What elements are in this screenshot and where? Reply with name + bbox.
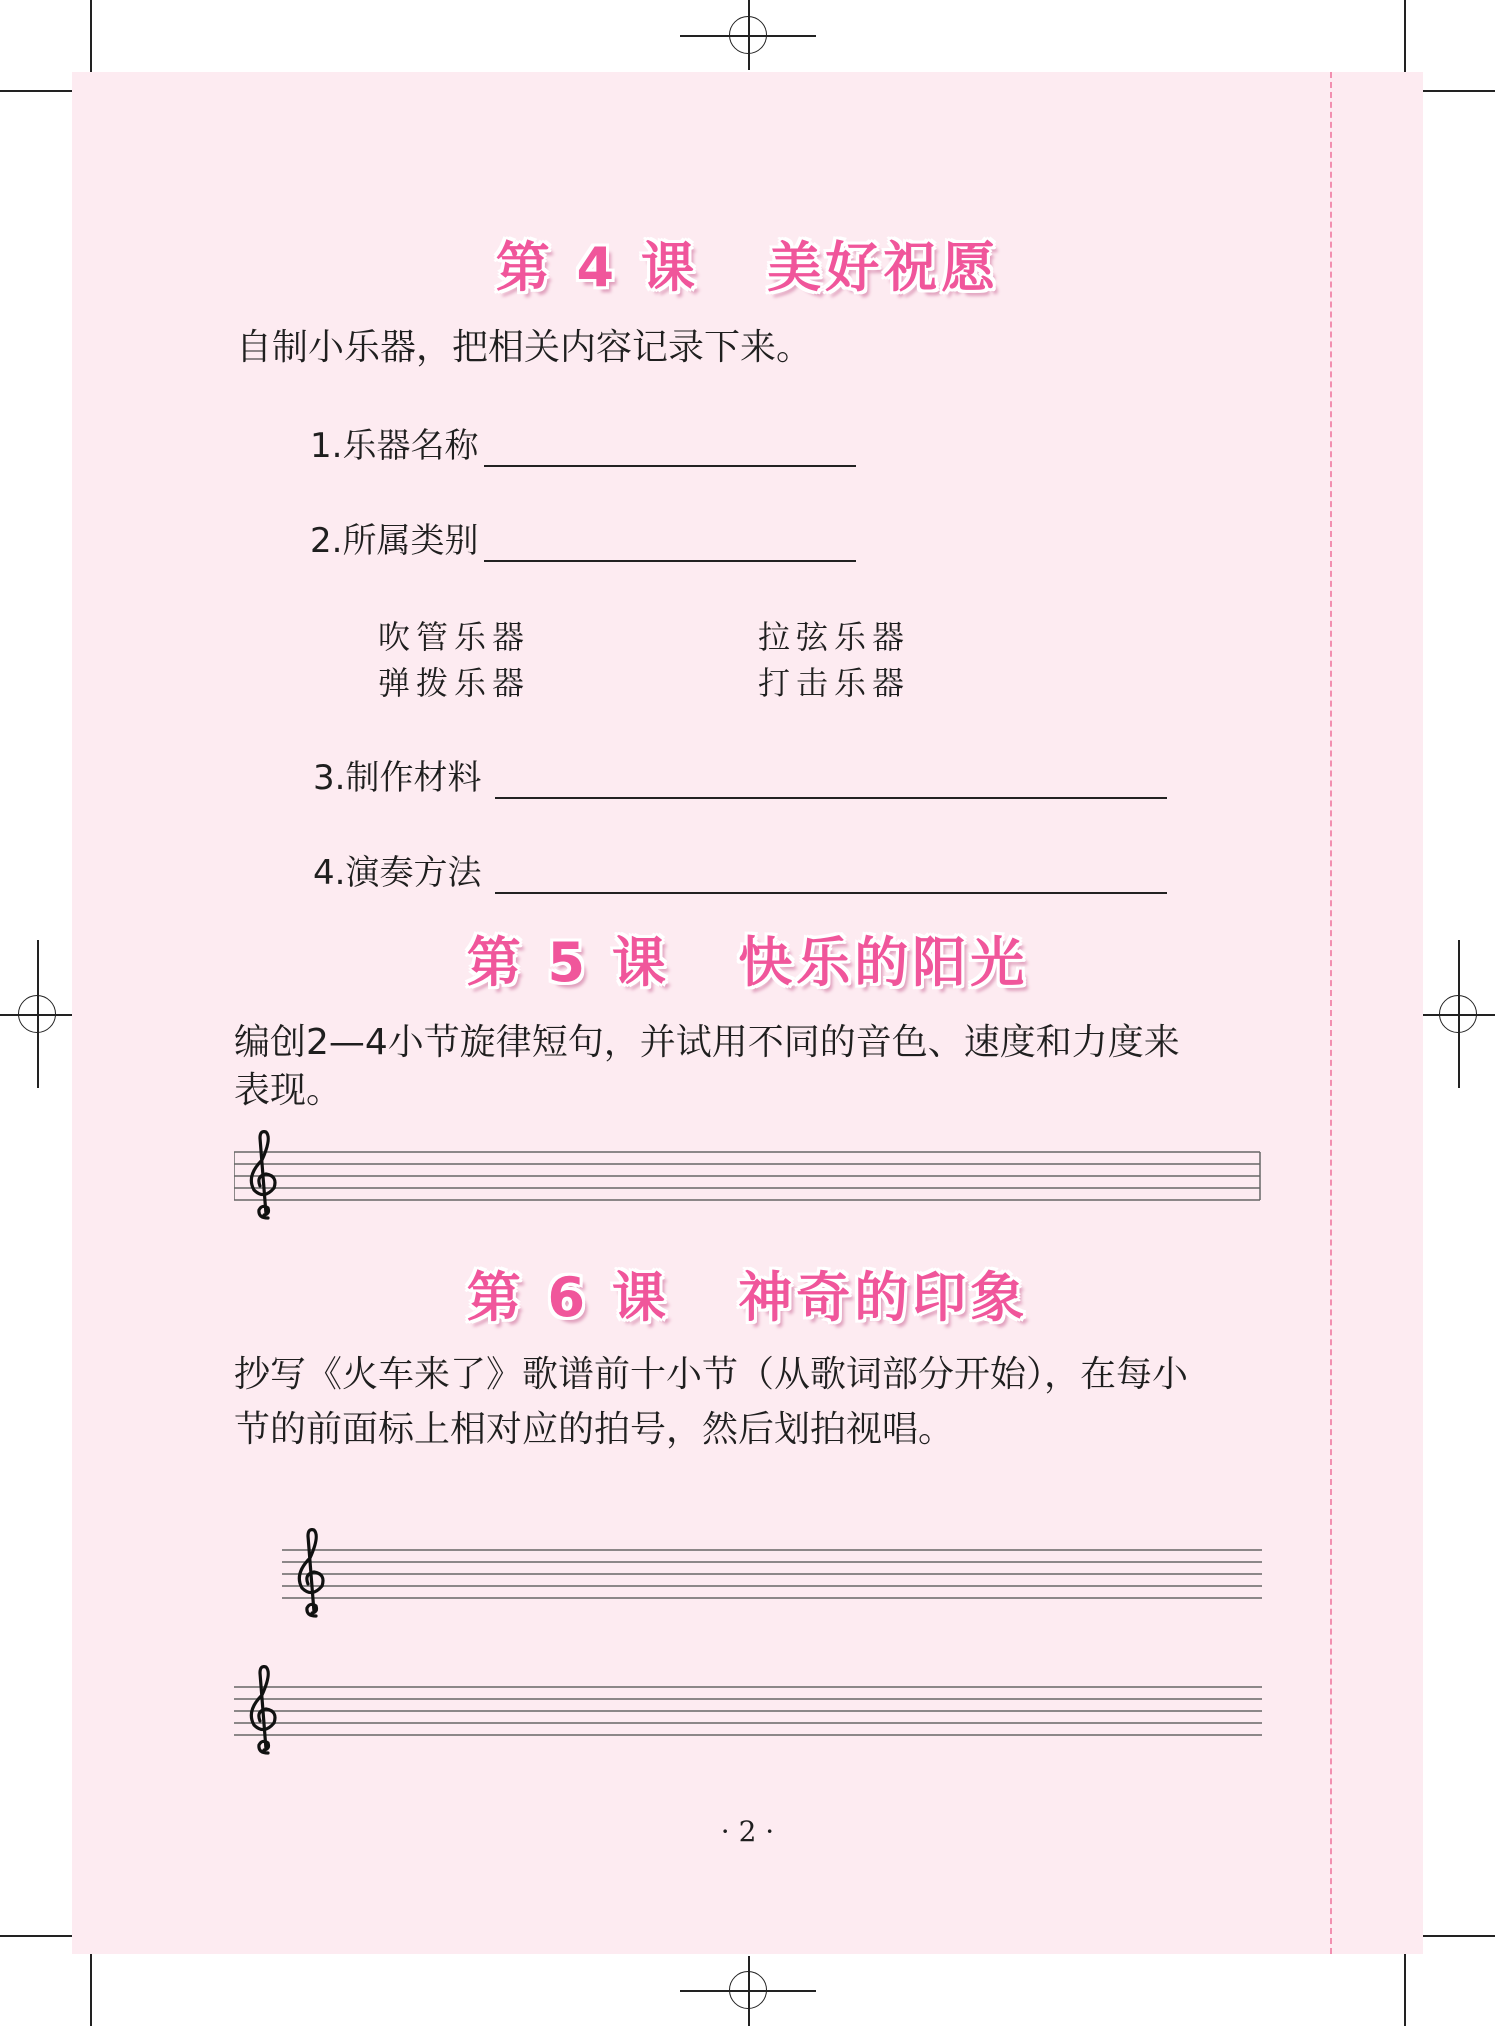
treble-clef-icon [251, 1667, 275, 1753]
music-staff[interactable] [234, 1665, 1266, 1760]
option-plucked-instrument: 弹拨乐器 [378, 664, 531, 702]
lesson-4-title: 第 4 课 美好祝愿 [495, 236, 1000, 299]
lesson-4-instruction: 自制小乐器，把相关内容记录下来。 [236, 327, 813, 368]
instrument-name-field [310, 418, 856, 467]
category-field [310, 513, 856, 562]
treble-clef-icon [299, 1530, 323, 1616]
lesson-6-instruction-line-2: 节的前面标上相对应的拍号，然后划拍视唱。 [234, 1409, 955, 1450]
option-wind-instrument: 吹管乐器 [378, 618, 531, 656]
option-bowed-string-instrument: 拉弦乐器 [758, 618, 911, 656]
playing-method-field [313, 845, 1167, 894]
lesson-5-title: 第 5 课 快乐的阳光 [466, 931, 1029, 994]
materials-blank[interactable] [495, 757, 1167, 799]
treble-clef-icon [251, 1132, 275, 1218]
materials-field [313, 750, 1167, 799]
lesson-6-instruction-line-1: 抄写《火车来了》歌谱前十小节（从歌词部分开始），在每小 [234, 1354, 1189, 1395]
fold-dashed-line [1330, 72, 1332, 1954]
lesson-6-title: 第 6 课 神奇的印象 [466, 1266, 1029, 1329]
field-label: 1.乐器名称 [310, 426, 479, 466]
field-label: 3.制作材料 [313, 758, 482, 798]
option-percussion-instrument: 打击乐器 [758, 664, 911, 702]
lesson-5-instruction-line-2: 表现。 [234, 1070, 343, 1111]
field-label: 4.演奏方法 [313, 853, 482, 893]
music-staff[interactable] [234, 1130, 1264, 1220]
lesson-5-instruction-line-1: 编创2—4小节旋律短句，并试用不同的音色、速度和力度来 [234, 1022, 1180, 1063]
music-staff[interactable] [282, 1528, 1266, 1623]
playing-method-blank[interactable] [495, 852, 1167, 894]
field-label: 2.所属类别 [310, 521, 479, 561]
instrument-name-blank[interactable] [484, 425, 856, 467]
category-blank[interactable] [484, 520, 856, 562]
page-number: · 2 · [720, 1815, 775, 1848]
